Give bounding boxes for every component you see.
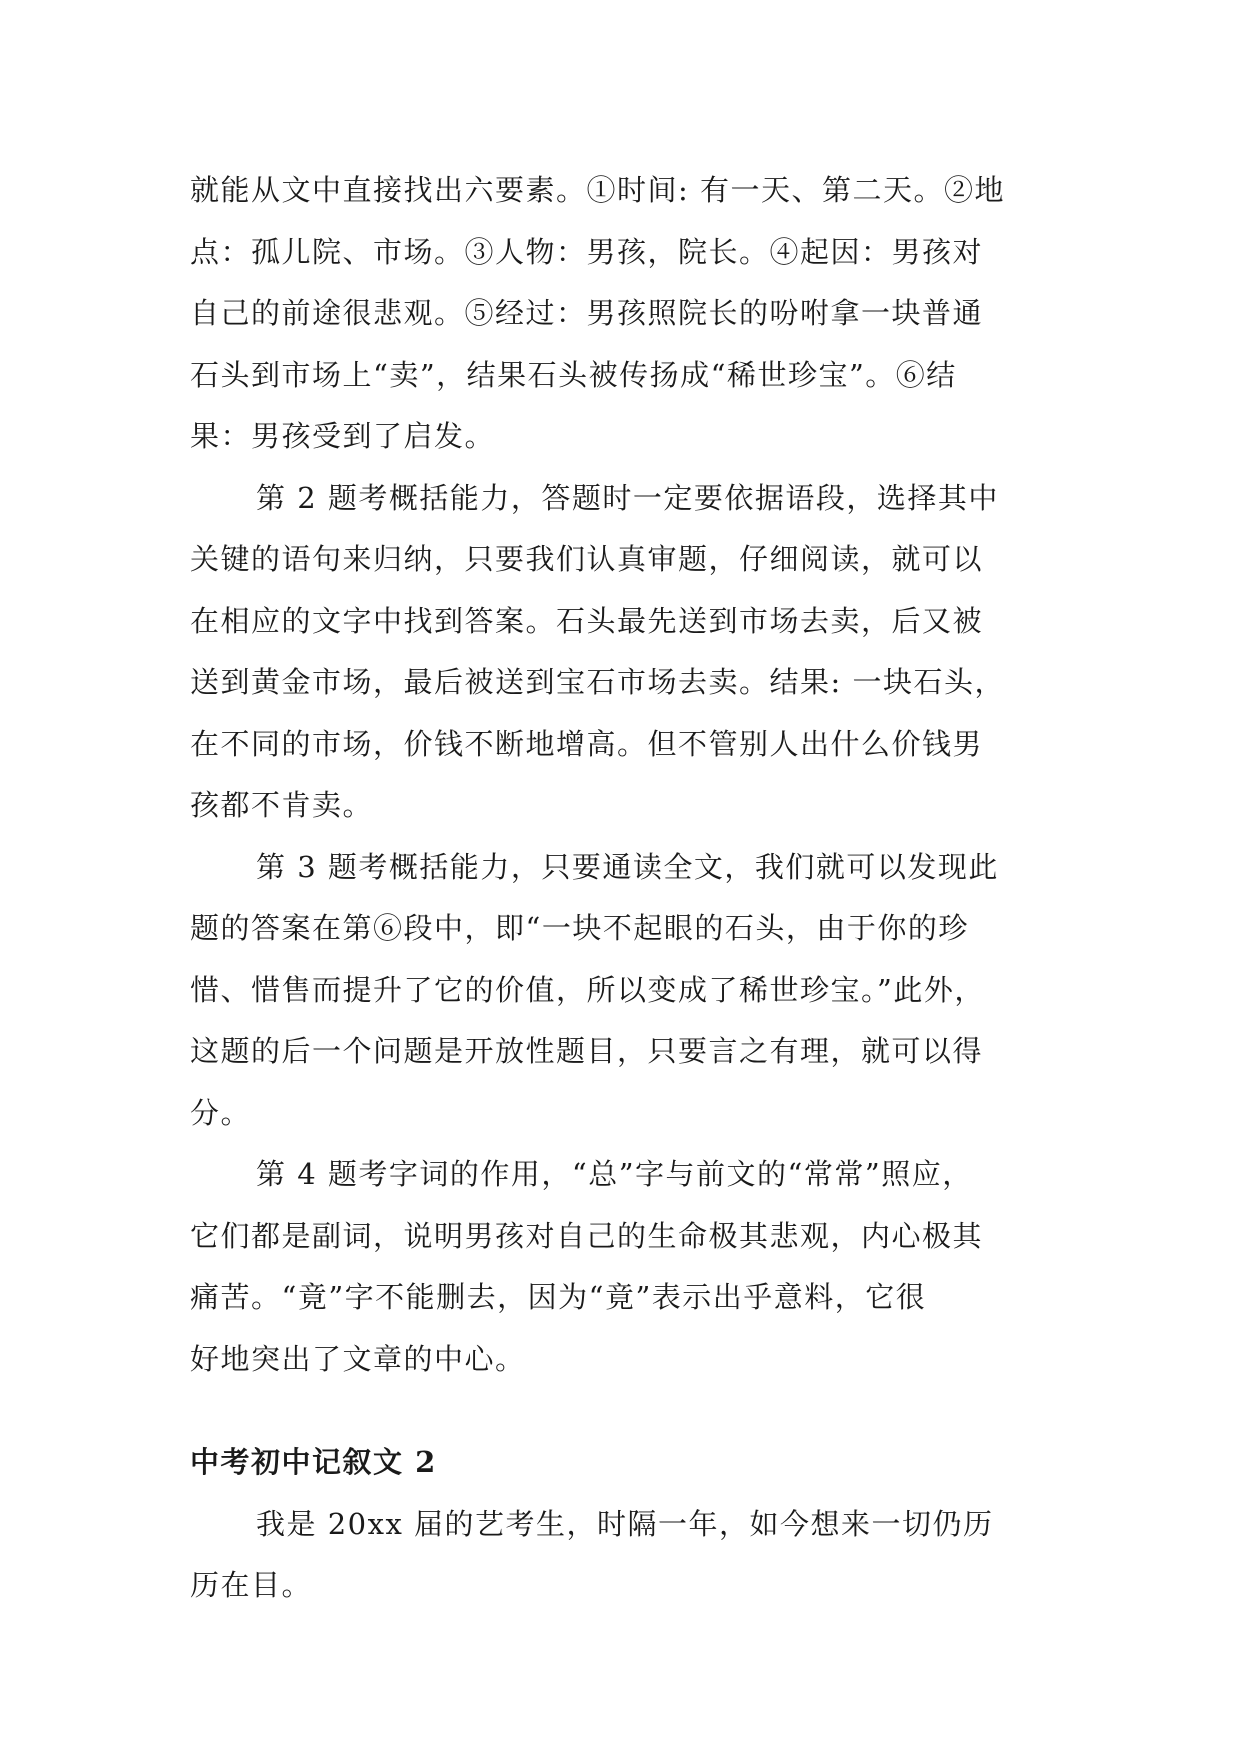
paragraph-six-elements <box>190 160 1070 468</box>
text-line: 关键的语句来归纳，只要我们认真审题，仔细阅读，就可以 <box>190 542 984 576</box>
text-line: 在相应的文字中找到答案。石头最先送到市场去卖，后又被 <box>190 603 984 638</box>
paragraph-question-4 <box>190 1144 1070 1390</box>
paragraph-question-2 <box>190 468 1070 837</box>
text-line: 它们都是副词，说明男孩对自己的生命极其悲观，内心极其 <box>190 1218 984 1253</box>
text-line: 我是 20xx 届的艺考生，时隔一年，如今想来一切仍历 <box>256 1506 994 1541</box>
text-line: 第 2 题考概括能力，答题时一定要依据语段，选择其中 <box>256 480 999 515</box>
text-line: 第 4 题考字词的作用，“总”字与前文的“常常”照应， <box>256 1157 973 1191</box>
text-line: 石头到市场上“卖”，结果石头被传扬成“稀世珍宝”。⑥结 <box>190 357 957 392</box>
document-body <box>190 160 1070 1617</box>
text-line: 自己的前途很悲观。⑤经过：男孩照院长的吩咐拿一块普通 <box>190 296 984 330</box>
text-line: 痛苦。“竟”字不能删去，因为“竟”表示出乎意料，它很 <box>190 1280 927 1314</box>
text-line: 好地突出了文章的中心。 <box>190 1341 526 1376</box>
text-line: 孩都不肯卖。 <box>190 788 374 822</box>
text-line: 分。 <box>190 1095 252 1130</box>
text-line: 历在目。 <box>190 1568 313 1602</box>
text-line: 点：孤儿院、市场。③人物：男孩，院长。④起因：男孩对 <box>190 234 984 269</box>
text-line: 果：男孩受到了启发。 <box>190 419 496 453</box>
section-heading: 中考初中记叙文 2 <box>190 1445 437 1479</box>
text-line: 第 3 题考概括能力，只要通读全文，我们就可以发现此 <box>256 849 999 884</box>
text-line: 就能从文中直接找出六要素。①时间: 有一天、第二天。②地 <box>190 173 1005 207</box>
text-line: 这题的后一个问题是开放性题目，只要言之有理，就可以得 <box>190 1034 984 1068</box>
text-line: 送到黄金市场，最后被送到宝石市场去卖。结果: 一块石头， <box>190 665 1005 699</box>
text-line: 在不同的市场，价钱不断地增高。但不管别人出什么价钱男 <box>190 726 984 761</box>
text-line: 题的答案在第⑥段中，即“一块不起眼的石头，由于你的珍 <box>190 911 969 945</box>
paragraph-art-exam <box>190 1494 1070 1617</box>
paragraph-question-3 <box>190 837 1070 1145</box>
text-line: 惜、惜售而提升了它的价值，所以变成了稀世珍宝。”此外， <box>190 972 985 1007</box>
